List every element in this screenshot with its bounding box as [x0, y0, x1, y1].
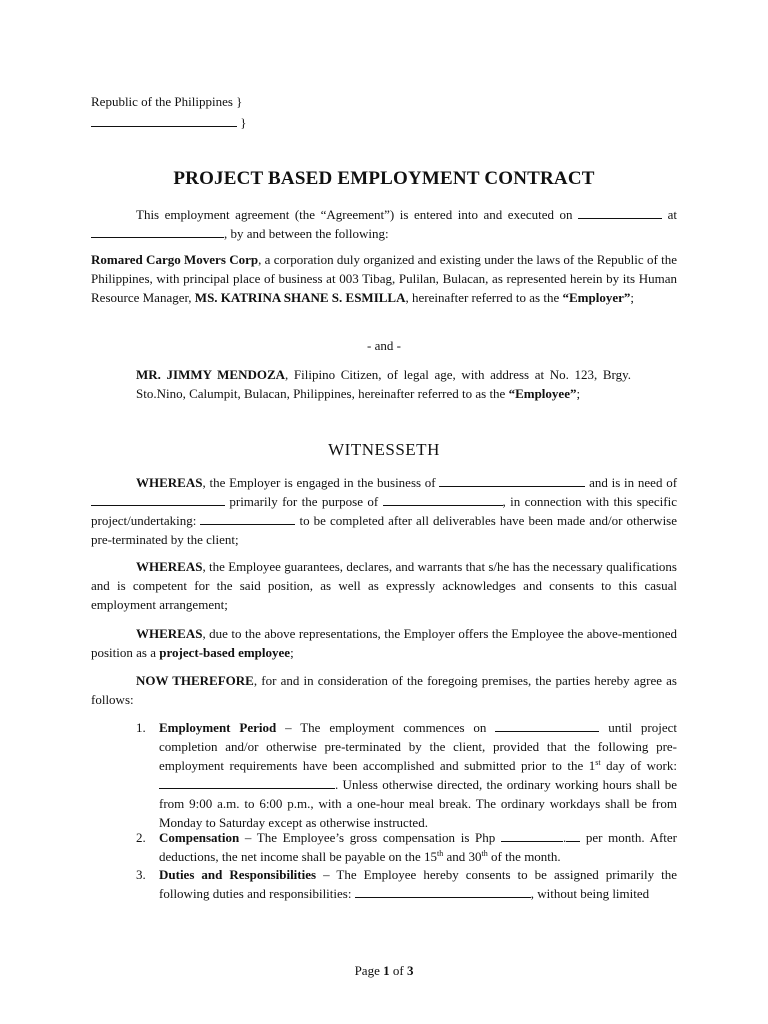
employer-end: ;: [630, 290, 635, 305]
now-therefore-paragraph: [91, 671, 677, 709]
blank-business: [439, 474, 585, 487]
item-text-b: per month. After deductions, the net income shall be payable on the 15: [159, 830, 677, 864]
employer-paragraph: [91, 250, 677, 307]
employer-rep: MS. KATRINA SHANE S. ESMILLA: [194, 290, 406, 305]
blank-line: [91, 114, 237, 127]
whereas-2-paragraph: [91, 557, 677, 614]
footer-of: of: [392, 963, 404, 978]
blank-requirements: [159, 776, 335, 789]
list-item-duties: [136, 865, 677, 903]
item-text-a: – The Employee hereby consents to be assigned primarily the following duties and responsibilities:: [159, 867, 678, 901]
decimal-point: .: [562, 830, 567, 845]
blank-date: [578, 206, 662, 219]
blank-start-date: [495, 719, 599, 732]
now-therefore-lead: NOW THEREFORE: [136, 673, 254, 688]
item-title: Duties and Responsibilities: [159, 867, 317, 882]
blank-position: [91, 493, 225, 506]
whereas-2-text: , the Employee guarantees, declares, and warrants that s/he has the necessary qualifications and is competent for the said position, as well as expressly acknowledges and consents to this casual employment arrangement;: [91, 559, 677, 612]
item-text-b: until project completion and/or otherwise pre-terminated by the client, provided that the following pre-employment requirements have been accomplished and submitted prior to the 1: [159, 720, 678, 773]
item-text-a: – The employment commences on: [285, 720, 487, 735]
blank-project: [200, 512, 295, 525]
superscript: st: [595, 758, 601, 767]
footer-page-label: Page: [354, 963, 380, 978]
brace: }: [240, 115, 247, 130]
intro-text-c: , by and between the following:: [224, 226, 389, 241]
item-title: Compensation: [159, 830, 240, 845]
whereas-1-text-c: primarily for the purpose of: [229, 494, 379, 509]
blank-place: [91, 225, 224, 238]
list-number: 1.: [136, 720, 146, 735]
whereas-1-text-d: , in connection with this specific project/undertaking:: [91, 494, 678, 528]
item-title: Employment Period: [159, 720, 277, 735]
whereas-3-text: , due to the above representations, the Employer offers the Employee the above-mentioned position as a: [91, 626, 677, 660]
list-number: 3.: [136, 867, 146, 882]
footer-page-number: 1: [383, 963, 390, 978]
footer-page-total: 3: [406, 963, 414, 978]
employee-text-1: , Filipino Citizen, of legal age, with address at No. 123, Brgy. Sto.Nino, Calumpit, Bulacan, Philippines, hereinafter referred to as the: [136, 367, 631, 401]
item-text-and: and 30: [446, 849, 482, 864]
whereas-1-text-e: to be completed after all deliverables have been made and/or otherwise pre-terminated by the client;: [91, 513, 678, 547]
employer-text-1: , a corporation duly organized and existing under the laws of the Republic of the Philippines, with principal place of business at 003 Tibag, Pulilan, Bulacan, as represented herein by its Human Resource Manager,: [91, 252, 677, 305]
list-item-compensation: [136, 828, 677, 866]
witnesseth-heading: WITNESSETH: [328, 440, 440, 459]
employee-name: MR. JIMMY MENDOZA: [136, 367, 286, 382]
list-item-employment-period: [136, 718, 677, 832]
employee-end: ;: [576, 386, 581, 401]
blank-amount: [501, 829, 563, 842]
item-text-a: – The Employee’s gross compensation is Php: [244, 830, 496, 845]
item-text-c: day of work:: [606, 758, 677, 773]
whereas-1-lead: WHEREAS: [136, 475, 203, 490]
page-footer: [0, 961, 768, 980]
employee-label: “Employee”: [508, 386, 577, 401]
employer-name: Romared Cargo Movers Corp: [91, 252, 259, 267]
item-text-d: . Unless otherwise directed, the ordinary working hours shall be from 9:00 a.m. to 6:00 p.m., with a one-hour meal break. The ordinary workdays shall be from Monday to Saturday except as otherwise instructed.: [159, 777, 677, 830]
employer-label: “Employer”: [562, 290, 631, 305]
whereas-1-paragraph: [91, 473, 677, 549]
superscript: th: [481, 849, 488, 858]
whereas-1-text-b: and is in need of: [589, 475, 678, 490]
and-separator: - and -: [367, 338, 401, 353]
whereas-3-bold: project-based employee: [159, 645, 291, 660]
blank-cents: [566, 829, 580, 842]
whereas-3-lead: WHEREAS: [136, 626, 203, 641]
employer-text-2: , hereinafter referred to as the: [405, 290, 560, 305]
superscript: th: [436, 849, 444, 858]
intro-paragraph: [91, 205, 677, 243]
document-title: PROJECT BASED EMPLOYMENT CONTRACT: [173, 168, 595, 189]
item-text-c: of the month.: [490, 849, 561, 864]
intro-text-a: This employment agreement (the “Agreement”) is entered into and executed on: [136, 207, 573, 222]
whereas-2-lead: WHEREAS: [136, 559, 203, 574]
whereas-1-text-a: , the Employer is engaged in the business of: [202, 475, 436, 490]
blank-purpose: [383, 493, 503, 506]
whereas-3-end: ;: [290, 645, 294, 660]
now-therefore-text: , for and in consideration of the foregoing premises, the parties hereby agree as follows:: [91, 673, 677, 707]
header-line-1: [91, 92, 242, 111]
intro-text-b: at: [667, 207, 678, 222]
blank-duties: [355, 885, 531, 898]
item-text-b: , without being limited: [530, 886, 650, 901]
employee-paragraph: [136, 365, 631, 403]
list-number: 2.: [136, 830, 146, 845]
header-line-2: [91, 113, 247, 132]
republic-text: Republic of the Philippines }: [91, 94, 243, 109]
whereas-3-paragraph: [91, 624, 677, 662]
